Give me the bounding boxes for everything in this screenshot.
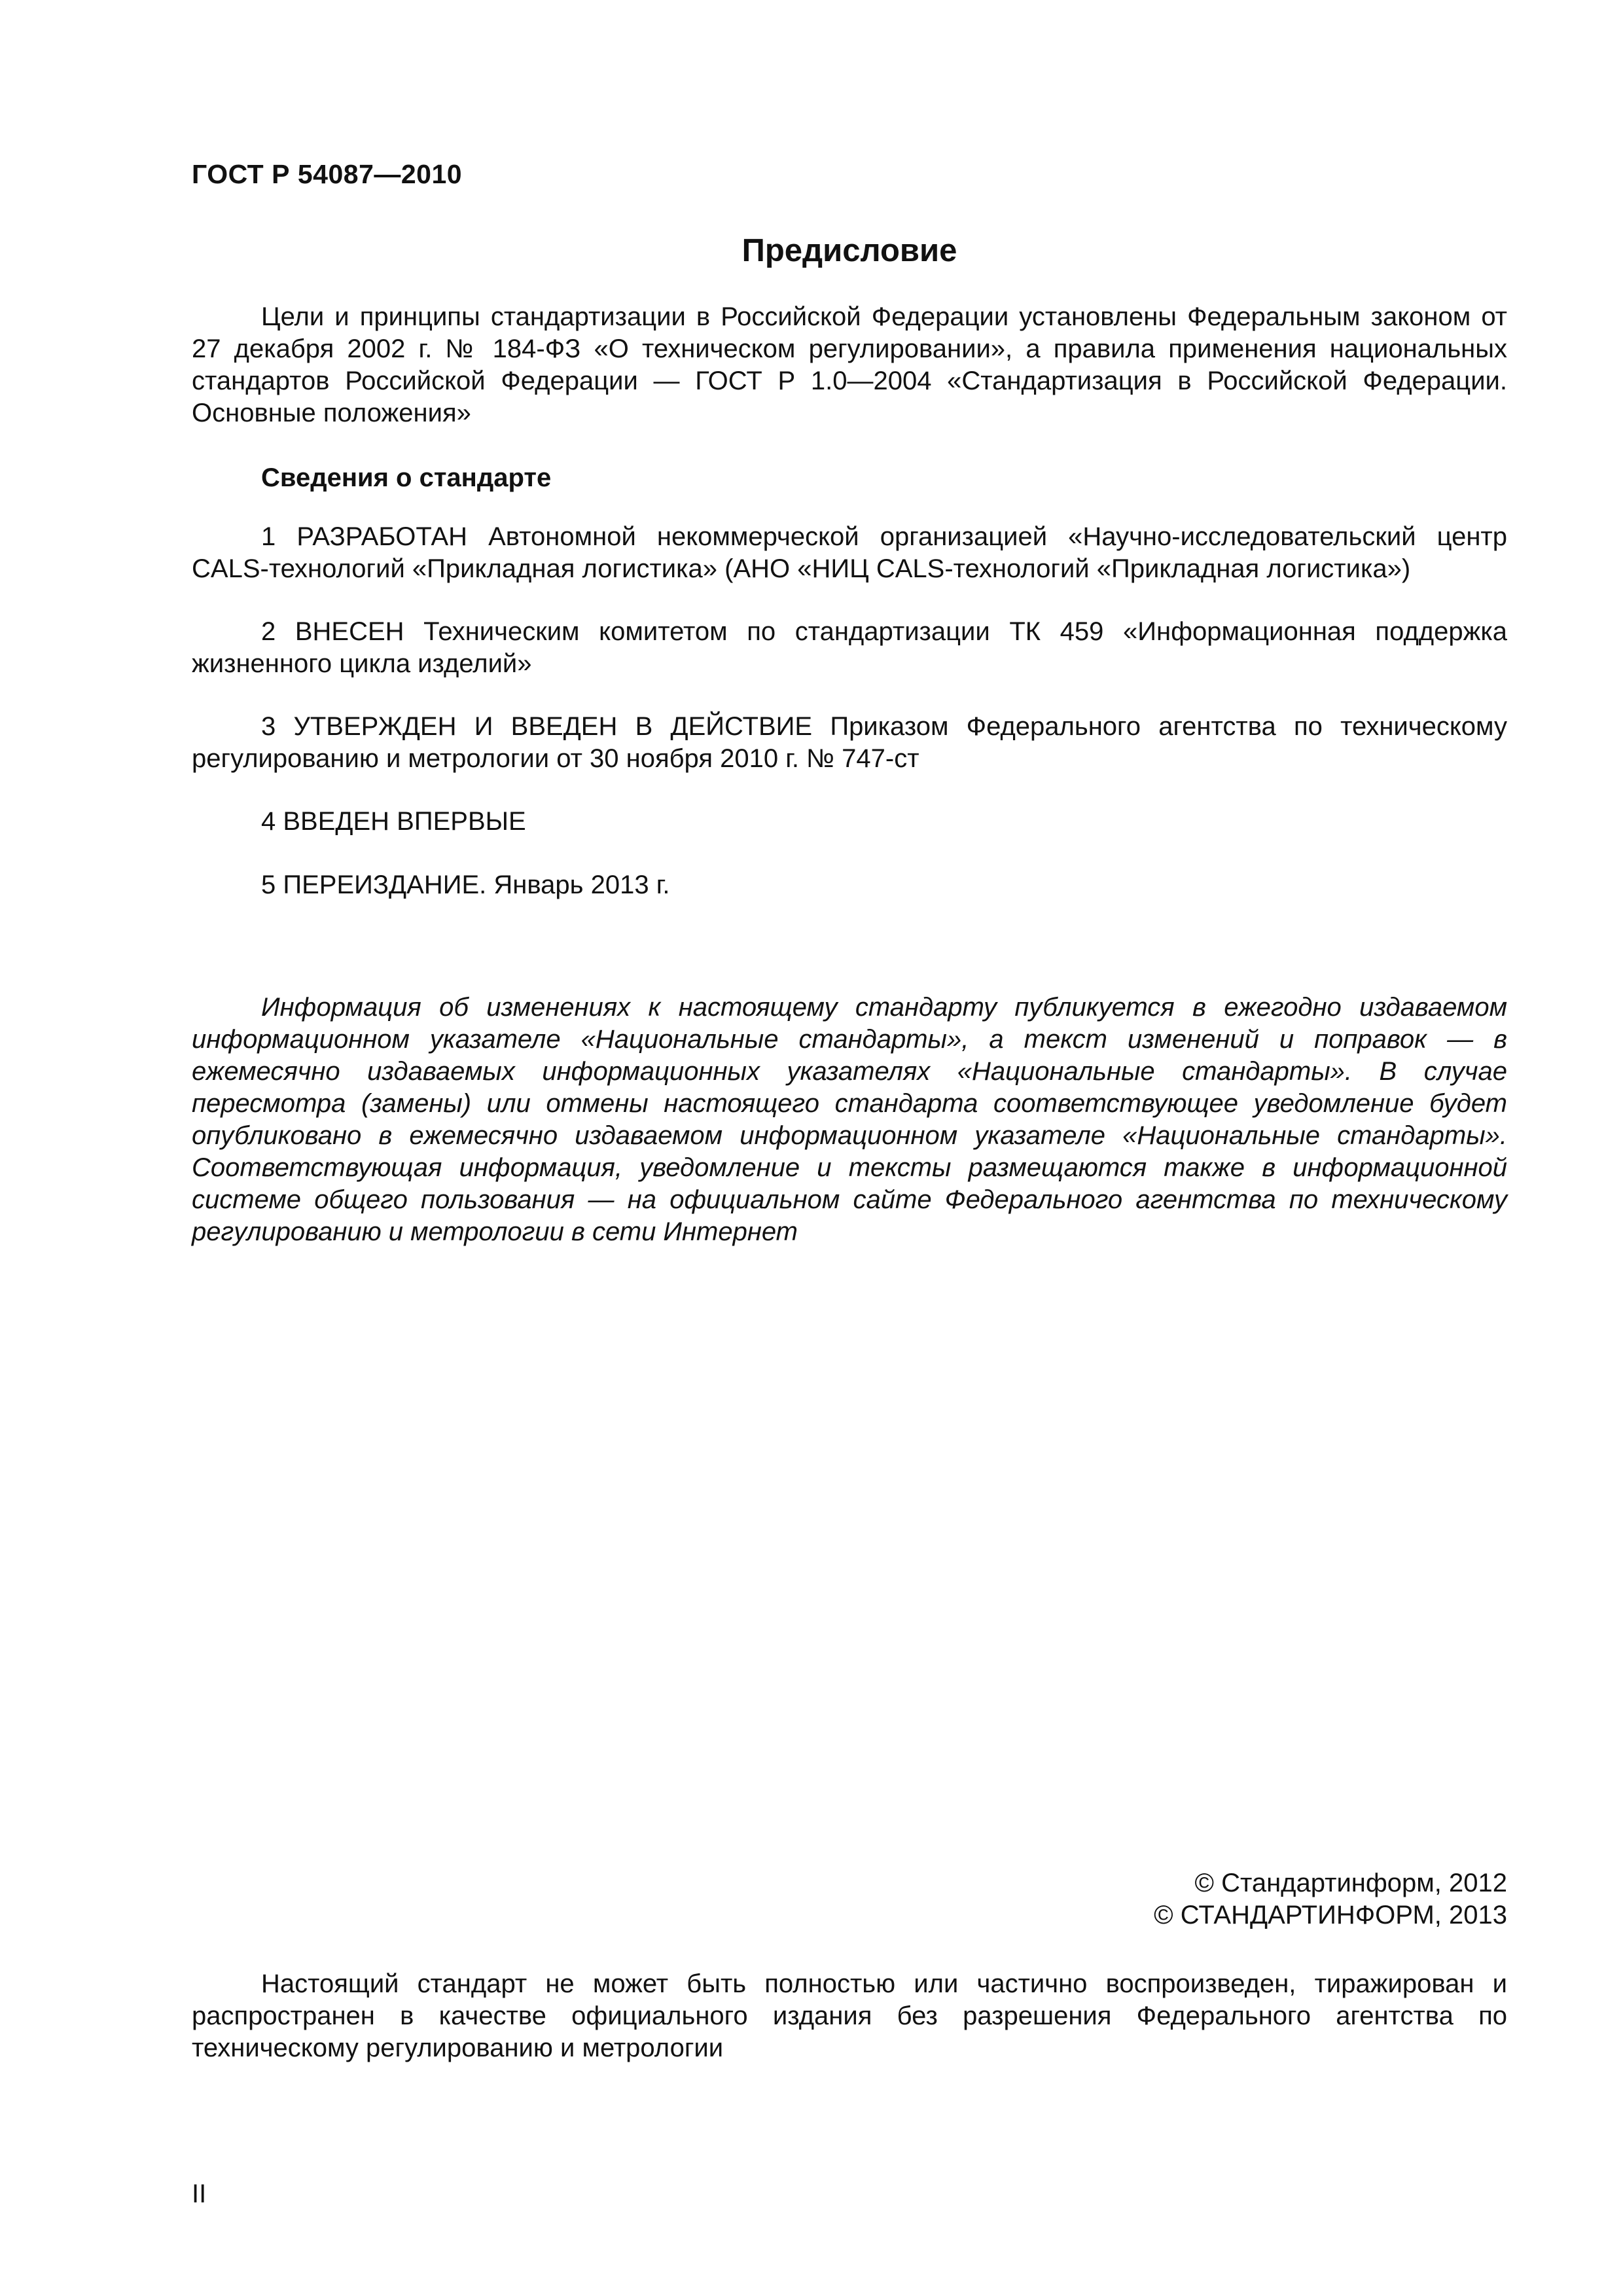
info-item-3: 3 УТВЕРЖДЕН И ВВЕДЕН В ДЕЙСТВИЕ Приказом Федерального агентства по техническому регулированию и метрологии от 30 ноября 2010 г. № 747-ст	[192, 712, 1507, 773]
copyright-line-2013: © СТАНДАРТИНФОРМ, 2013	[1154, 1901, 1507, 1929]
page-title: Предисловие	[741, 233, 957, 268]
copyright-line-2012: © Стандартинформ, 2012	[1194, 1869, 1507, 1897]
intro-paragraph: Цели и принципы стандартизации в Российской Федерации установлены Федеральным законом от 27 декабря 2002 г. № 184-ФЗ «О техническом регулировании», а правила применения национальных стандартов Российской Федерации — ГОСТ Р 1.0—2004 «Стандартизация в Российской Федерации. Основные положения»	[192, 302, 1507, 427]
copyright-block	[1154, 1867, 1507, 1931]
reproduction-notice: Настоящий стандарт не может быть полностью или частично воспроизведен, тиражирован и распространен в качестве официального издания без разрешения Федерального агентства по техническому регулированию и метрологии	[192, 1969, 1507, 2062]
changes-notice: Информация об изменениях к настоящему стандарту публикуется в ежегодно издаваемом информационном указателе «Национальные стандарты», а текст изменений и поправок — в ежемесячно издаваемых информационных указателях «Национальные стандарты». В случае пересмотра (замены) или отмены настоящего стандарта соответствующее уведомление будет опубликовано в ежемесячно издаваемом информационном указателе «Национальные стандарты». Соответствующая информация, уведомление и тексты размещаются также в информационной системе общего пользования — на официальном сайте Федерального агентства по техническому регулированию и метрологии в сети Интернет	[192, 993, 1507, 1246]
info-item-5: 5 ПЕРЕИЗДАНИЕ. Январь 2013 г.	[261, 870, 670, 899]
info-item-4: 4 ВВЕДЕН ВПЕРВЫЕ	[261, 807, 526, 836]
page-number: II	[192, 2179, 207, 2208]
standard-code: ГОСТ Р 54087—2010	[192, 159, 463, 189]
info-item-1: 1 РАЗРАБОТАН Автономной некоммерческой организацией «Научно-исследовательский центр CALS-технологий «Прикладная логистика» (АНО «НИЦ CALS-технологий «Прикладная логистика»)	[192, 522, 1507, 583]
section-heading: Сведения о стандарте	[261, 463, 552, 492]
info-item-2: 2 ВНЕСЕН Техническим комитетом по стандартизации ТК 459 «Информационная поддержка жизненного цикла изделий»	[192, 617, 1507, 678]
